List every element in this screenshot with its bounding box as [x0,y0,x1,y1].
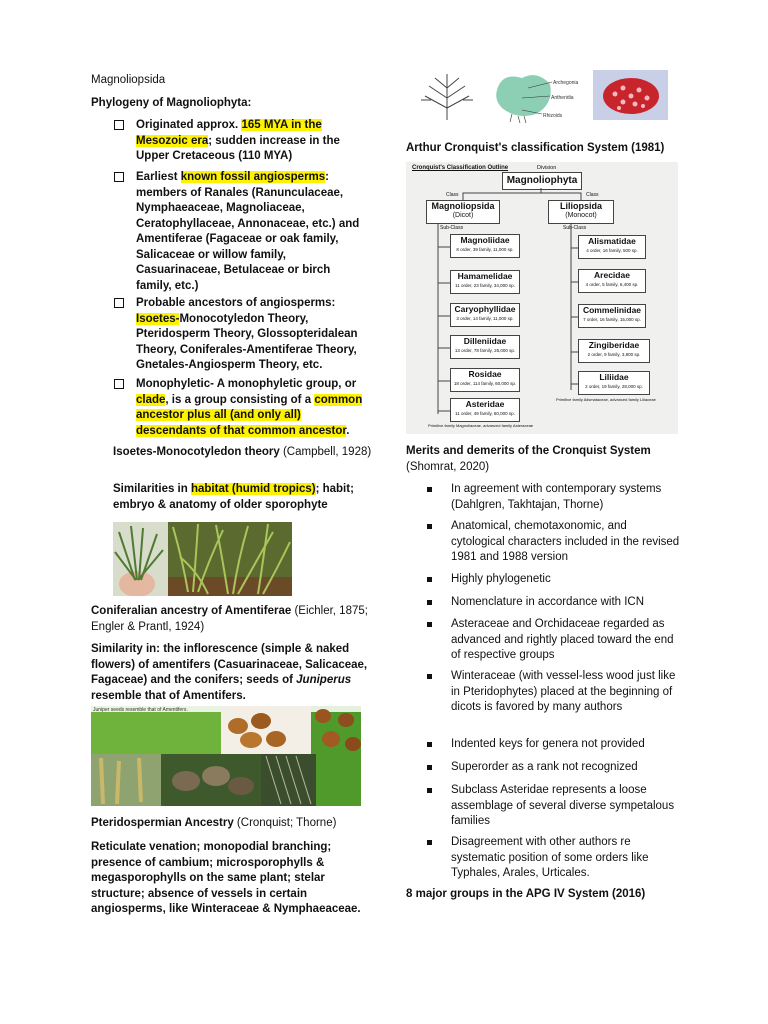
subclass-info: 4 order, 16 family, 500 sp. [586,248,638,253]
subclass-name: Magnoliidae [460,235,510,245]
subclass-label-right: Sub-Class [563,225,587,231]
subclass-label-left: Sub-Class [440,225,464,231]
pteridospermian-body: Reticulate venation; monopodial branching; presence of cambium; microsporophylls & megasporophylls on the same plant; stelar structure; absence of vessels in certain angiosperms, like Winteraceae & Nymphaeaceae. [91,841,361,915]
subclass-name: Asteridae [465,399,505,409]
bullet-4: Monophyletic- A monophyletic group, or clade, is a group consisting of a common ancestor plus all (and only all) descendants of that common ancestor. [136,377,366,439]
subclass-zingiberidae [578,339,650,363]
subclass-info: 13 order, 78 family, 25,000 sp. [454,348,516,353]
square-bullet-icon [427,742,432,747]
cronquist-diagram [406,162,678,434]
subclass-info: 4 order, 5 family, 6,400 sp. [585,282,639,287]
merit-item: Superorder as a rank not recognized [451,760,681,776]
checkbox-bullet-icon [114,172,124,182]
square-bullet-icon [427,600,432,605]
coniferalian-body: Similarity in: the inflorescence (simple & naked flowers) of amentifers (Casuarinaceae, Salicaceae, Fagaceae) and the conifers; seeds of Juniperus resemble that of Amentifers. [91,643,368,702]
bullet-1: Originated approx. 165 MYA in the Mesozoic era; sudden increase in the Upper Cretaceous (110 MYA) [136,118,366,165]
subclass-asteridae [450,398,520,422]
dicot-sub: (Dicot) [452,212,474,219]
subclass-info: 8 order, 39 family, 11,000 sp. [456,247,514,252]
subclass-name: Alismatidae [588,236,636,246]
bullet-3: Probable ancestors of angiosperms: Isoetes-Monocotyledon Theory, Pteridosperm Theory, Glossopteridalean Theory, Coniferales-Amentiferae Theory, Gnetales-Angiosperm Theory, etc. [136,296,366,374]
isoetes-photo-hand [113,522,168,596]
cronquist-heading: Arthur Cronquist's classification System (1981) [406,142,665,154]
dicot-box [426,200,500,224]
subclass-caryophyllidae [450,303,520,327]
square-bullet-icon [427,622,432,627]
subclass-info: 11 order, 49 family, 60,000 sp. [455,411,515,416]
monocot-name: Liliopsida [559,201,602,211]
coniferalian-title: Coniferalian ancestry of Amentiferae (Eichler, 1875; Engler & Prantl, 1924) [91,605,368,633]
subclass-dilleniidae [450,335,520,359]
merit-item: Disagreement with other authors re systematic position of some orders like Typhales, Arales, Urticales. [451,835,681,882]
apg-heading: 8 major groups in the APG IV System (2016) [406,888,646,900]
checkbox-bullet-icon [114,298,124,308]
diagram-footnote-right: Primitive family Alismataceae, advanced family Liliaceae [556,397,656,402]
checkbox-bullet-icon [114,379,124,389]
subclass-name: Commelinidae [582,305,642,315]
subclass-name: Caryophyllidae [454,304,516,314]
subclass-info: 3 order, 14 family, 11,000 sp. [456,316,514,321]
pteridospermian-title: Pteridospermian Ancestry (Cronquist; Thorne) [91,817,337,829]
subclass-arecidae [578,269,646,293]
dicot-name: Magnoliopsida [431,201,495,211]
subclass-name: Arecidae [594,270,630,280]
diagram-footnote-left: Primitive family Magnoliaceae, advanced family Asteraceae [428,423,534,428]
subclass-name: Zingiberidae [588,340,640,350]
division-name: Magnoliophyta [506,175,578,186]
fig-label-archegonia: Archegonia [553,80,579,86]
isoetes-field-illustration [168,522,292,596]
subclass-info: 2 order, 19 family, 28,000 sp. [585,384,643,389]
monocot-sub: (Monocot) [565,212,597,219]
isoetes-hand-illustration [113,522,168,596]
subclass-info: 11 order, 23 family, 34,000 sp. [455,283,515,288]
subclass-rosidae [450,368,520,392]
square-bullet-icon [427,487,432,492]
isoetes-title: Isoetes-Monocotyledon theory (Campbell, 1928) [113,446,372,458]
merit-item: Subclass Asteridae represents a loose assemblage of several diverse sympetalous families [451,783,681,830]
division-label: Division [537,165,557,171]
amentifer-collage-illustration [91,706,361,806]
square-bullet-icon [427,674,432,679]
subclass-name: Liliidae [599,372,629,382]
amentifer-photo-collage [91,706,361,806]
subclass-name: Hamamelidae [457,271,513,281]
square-bullet-icon [427,524,432,529]
amentifer-collage-caption: Juniper seeds resemble that of Amentifers. [93,707,188,713]
merit-item: In agreement with contemporary systems (Dahlgren, Takhtajan, Thorne) [451,482,681,513]
bullet-2: Earliest known fossil angiosperms: members of Ranales (Ranunculaceae, Nymphaeaceae, Magnoliaceae, Ceratophyllaceae, Annonaceae, etc.) and Amentiferae (Fagaceae or oak family, Salicaceae or willow family, Casuarinaceae, Betulaceae or birch family, etc.) [136,170,366,294]
square-bullet-icon [427,765,432,770]
class-label-left: Class [446,192,459,198]
square-bullet-icon [427,577,432,582]
subclass-info: 2 order, 9 family, 3,800 sp. [587,352,641,357]
merit-item: Anatomical, chemotaxonomic, and cytological characters included in the revised 1981 and 1988 version [451,519,681,566]
cell-section-illustration [593,70,668,120]
isoetes-photo-field [168,522,292,596]
square-bullet-icon [427,840,432,845]
subclass-commelinidae [578,304,646,328]
cell-section-figure [593,70,668,120]
class-label-right: Class [586,192,599,198]
subclass-name: Rosidae [468,369,502,379]
heading-phylogeny: Phylogeny of Magnoliophyta: [91,97,252,109]
fig-label-rhizoids: Rhizoids [543,113,563,119]
subclass-liliidae [578,371,650,395]
subclass-name: Dilleniidae [463,336,507,346]
fig-label-antheridia: Antheridia [551,95,574,101]
merits-heading: Merits and demerits of the Cronquist System (Shomrat, 2020) [406,445,651,473]
merit-item: Asteraceae and Orchidaceae regarded as advanced and rightly placed toward the end of respective groups [451,617,681,664]
branching-tree-icon [411,70,483,122]
subclass-info: 18 order, 114 family, 60,000 sp. [453,381,517,386]
merit-item: Winteraceae (with vessel-less wood just like in Pteridophytes) placed at the beginning of dicots is favored by many authors [451,669,681,716]
merit-item: Nomenclature in accordance with ICN [451,595,681,611]
gametophyte-figure [492,70,584,124]
isoetes-body: Similarities in habitat (humid tropics); habit; embryo & anatomy of older sporophyte [113,483,354,511]
monocot-box [548,200,614,224]
merit-item: Highly phylogenetic [451,572,681,588]
subclass-info: 7 order, 16 family, 15,000 sp. [583,317,641,322]
heading-magnoliopsida: Magnoliopsida [91,74,166,86]
gametophyte-illustration [492,70,584,124]
subclass-magnoliidae [450,234,520,258]
square-bullet-icon [427,788,432,793]
merit-item: Indented keys for genera not provided [451,737,681,753]
subclass-alismatidae [578,235,646,259]
branching-diagram [411,70,483,122]
checkbox-bullet-icon [114,120,124,130]
subclass-hamamelidae [450,270,520,294]
diagram-outline-title: Cronquist's Classification Outline [412,165,509,171]
